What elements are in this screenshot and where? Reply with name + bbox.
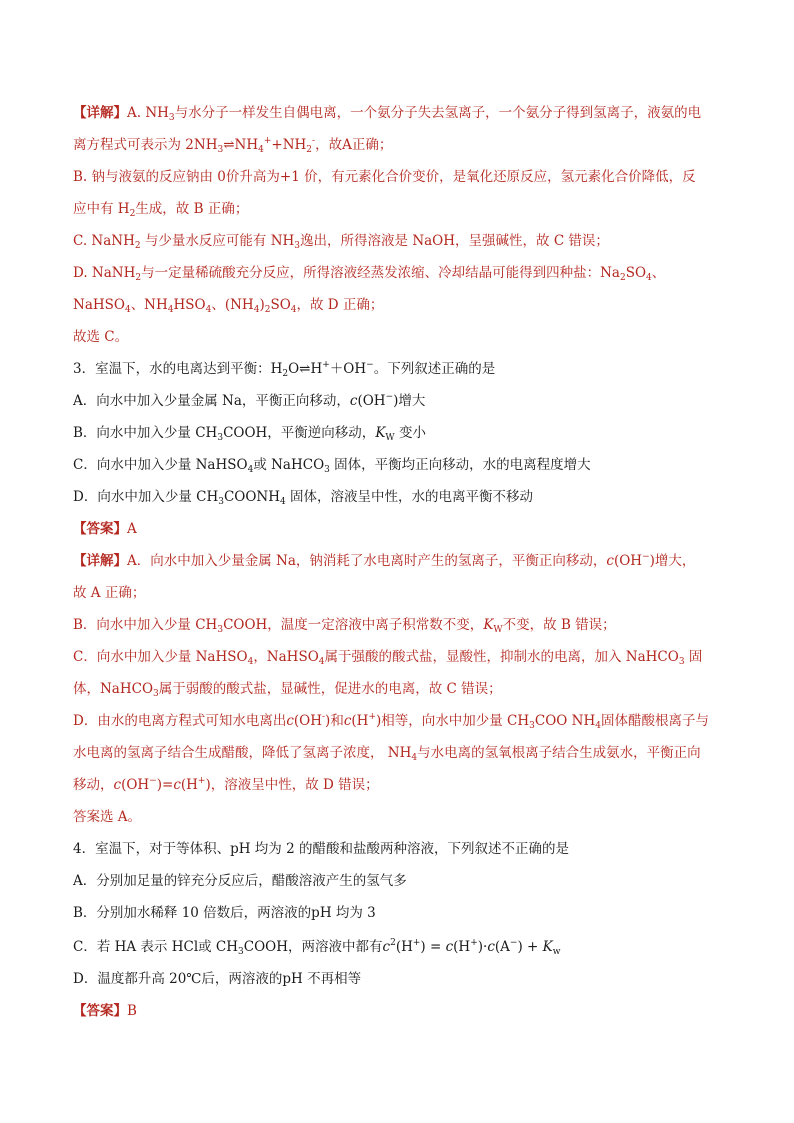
- formula-text: K: [542, 939, 553, 955]
- formula-text: c: [382, 939, 391, 955]
- text: 与少量水反应可能有 NH: [140, 233, 295, 249]
- text: (OH: [293, 713, 322, 729]
- question-4-answer: [73, 1001, 733, 1021]
- question-4-option-d: [73, 969, 733, 989]
- text: 固体醋酸根离子与: [600, 713, 709, 729]
- formula-text: (H: [453, 939, 471, 955]
- formula-text: c: [445, 939, 454, 955]
- text: ，故A正确；: [315, 137, 393, 153]
- answer-value: B: [127, 1003, 137, 1019]
- superscript: −: [149, 776, 157, 786]
- question-3-detail-c-2: [73, 679, 733, 699]
- text: NaHSO: [73, 297, 125, 313]
- text: 故选 C。: [73, 329, 129, 345]
- subscript: W: [493, 625, 503, 635]
- subscript: 4: [247, 465, 254, 475]
- subscript: 3: [678, 657, 685, 667]
- text: A．向水中加入少量金属 Na，平衡正向移动，: [73, 393, 350, 409]
- subscript: 2: [134, 241, 141, 251]
- superscript: +: [263, 136, 272, 146]
- text: )，溶液呈中性，故 D 错误；: [205, 777, 379, 793]
- subscript: W: [385, 433, 395, 443]
- detail-line-4: [73, 199, 733, 219]
- superscript: +: [412, 938, 421, 948]
- text: B. 钠与液氨的反应钠由 0价升高为+1 价，有元素化合价变价，是氧化还原反应，氢元素化合价降低，反: [73, 169, 696, 185]
- subscript: 4: [258, 145, 264, 155]
- text: c: [113, 777, 122, 793]
- question-3-option-d: [73, 487, 733, 507]
- detail-tag: 【详解】: [73, 553, 127, 569]
- text: 属于强酸的酸式盐，显酸性，抑制水的电离，加入 NaHCO: [324, 649, 679, 665]
- text: A．向水中加入少量金属 Na，钠消耗了水电离时产生的氢离子，平衡正向移动，: [127, 553, 607, 569]
- text: ，NaHSO: [253, 649, 319, 665]
- text: c: [343, 713, 352, 729]
- text: 固体，平衡均正向移动，水的电离程度增大: [329, 457, 591, 473]
- subscript: 4: [205, 305, 212, 315]
- subscript: 3: [168, 113, 175, 123]
- subscript: 4: [247, 657, 254, 667]
- subscript: 3: [217, 625, 224, 635]
- question-4-stem: [73, 839, 733, 859]
- text: )增大: [393, 393, 426, 409]
- text: A．分别加足量的锌充分反应后，醋酸溶液产生的氢气多: [73, 873, 407, 889]
- question-3-detail-d-2: [73, 743, 733, 763]
- subscript: 3: [324, 465, 330, 475]
- subscript: 2: [135, 273, 142, 283]
- question-3-detail-a-2: [73, 583, 733, 603]
- detail-line-2: [73, 135, 733, 155]
- question-3-detail-d: [73, 711, 733, 731]
- subscript: 2: [619, 273, 626, 283]
- superscript: -: [312, 136, 316, 146]
- question-3-option-a: [73, 391, 733, 411]
- text: (H: [351, 713, 369, 729]
- text: O⇌H: [288, 361, 323, 377]
- question-3-detail-d-3: [73, 775, 733, 795]
- formula-text: (A: [494, 939, 510, 955]
- subscript: 4: [595, 721, 601, 731]
- text: D. NaNH: [73, 265, 136, 281]
- question-3-final: [73, 807, 733, 827]
- text: 不变，故 B 错误；: [502, 617, 616, 633]
- question-3-detail-c: [73, 647, 733, 667]
- text: 移动，: [73, 777, 114, 793]
- text: COOH，温度一定溶液中离子积常数不变，: [223, 617, 484, 633]
- text: C．向水中加入少量 NaHSO: [73, 457, 248, 473]
- subscript: 4: [167, 305, 174, 315]
- text: 、: [651, 265, 666, 281]
- subscript: 4: [280, 497, 286, 507]
- detail-tag: 【详解】: [73, 105, 127, 121]
- subscript: 3: [529, 721, 535, 731]
- text: COONH: [223, 489, 281, 505]
- text: C．若 HA 表示 HCl或 CH: [73, 939, 239, 955]
- text: B．分别加水稀释 10 倍数后，两溶液的pH 均为 3: [73, 905, 376, 921]
- text: (OH: [357, 393, 386, 409]
- text: B．向水中加入少量 CH: [73, 425, 218, 441]
- answer-tag: 【答案】: [73, 521, 127, 537]
- text: K: [483, 617, 494, 633]
- text: c: [173, 777, 181, 793]
- text: 水电离的氢离子结合生成醋酸，降低了氢离子浓度， NH: [73, 745, 412, 761]
- text: )和: [325, 713, 344, 729]
- subscript: 4: [411, 753, 418, 763]
- superscript: −: [642, 552, 650, 562]
- text: c: [606, 553, 614, 569]
- answer-value: A: [127, 521, 137, 537]
- text: +NH: [271, 137, 307, 153]
- text: c: [349, 393, 358, 409]
- detail-line-1: [73, 103, 733, 123]
- subscript: 4: [253, 305, 260, 315]
- text: 、NH: [130, 297, 168, 313]
- text: ＋OH: [329, 361, 367, 377]
- text: 逸出，所得溶液是 NaOH，呈强碱性，故 C 错误；: [300, 233, 609, 249]
- subscript: 2: [306, 145, 313, 155]
- text: C. NaNH: [73, 233, 135, 249]
- text: (OH: [613, 553, 643, 569]
- text: SO: [625, 265, 647, 281]
- text: 故 A 正确；: [73, 585, 146, 601]
- formula-text: (H: [395, 939, 413, 955]
- question-3-stem: [73, 359, 733, 379]
- text: SO: [270, 297, 291, 313]
- text: )相等，向水中加少量 CH: [375, 713, 530, 729]
- answer-tag: 【答案】: [73, 1003, 127, 1019]
- text: K: [375, 425, 386, 441]
- subscript: 2: [264, 305, 271, 315]
- subscript: 3: [218, 497, 224, 507]
- text: (H: [180, 777, 198, 793]
- text: 变小: [394, 425, 426, 441]
- text: 或 NaHCO: [253, 457, 325, 473]
- detail-line-5: [73, 231, 733, 251]
- text: ，故 D 正确；: [296, 297, 384, 313]
- text: )=: [156, 777, 174, 793]
- text: COOH，两溶液中都有: [243, 939, 383, 955]
- text: 与水分子一样发生自偶电离，一个氨分子失去氢离子，一个氨分子得到氢离子，液氨的电: [174, 105, 702, 121]
- formula-text: c: [487, 939, 495, 955]
- text: 应中有 H: [73, 201, 130, 217]
- superscript: +: [197, 776, 206, 786]
- detail-line-3: [73, 167, 733, 187]
- subscript: 3: [238, 947, 244, 957]
- question-3-option-b: [73, 423, 733, 443]
- text: HSO: [173, 297, 206, 313]
- formula-text: ) +: [517, 939, 543, 955]
- question-4-option-a: [73, 871, 733, 891]
- subscript: 2: [129, 209, 136, 219]
- question-4-option-b: [73, 903, 733, 923]
- text: 、(NH: [211, 297, 254, 313]
- text: 与一定量稀硫酸充分反应，所得溶液经蒸发浓缩、冷却结晶可能得到四种盐：Na: [141, 265, 620, 281]
- text: 离方程式可表示为 2NH: [73, 137, 218, 153]
- text: 体，NaHCO: [73, 681, 154, 697]
- text: C．向水中加入少量 NaHSO: [73, 649, 248, 665]
- superscript: +: [368, 712, 376, 722]
- text: D．由水的电离方程式可知水电离出: [73, 713, 287, 729]
- subscript: 4: [318, 657, 325, 667]
- superscript: −: [509, 938, 518, 948]
- question-3-detail-a: [73, 551, 733, 571]
- question-3-option-c: [73, 455, 733, 475]
- superscript: −: [366, 360, 374, 370]
- text: 答案选 A。: [73, 809, 142, 825]
- text: 属于弱酸的酸式盐，显碱性，促进水的电离，故 C 错误；: [158, 681, 502, 697]
- text: 3．室温下，水的电离达到平衡：H: [73, 361, 283, 377]
- formula-text: )·: [477, 939, 488, 955]
- text: 生成，故 B 正确；: [135, 201, 249, 217]
- text: ): [259, 297, 265, 313]
- superscript: −: [385, 392, 394, 402]
- text: D．温度都升高 20℃后，两溶液的pH 不再相等: [73, 971, 362, 987]
- text: ⇌NH: [223, 137, 259, 153]
- subscript: w: [552, 947, 561, 957]
- superscript: 2: [390, 938, 396, 948]
- formula-text: ) =: [420, 939, 446, 955]
- subscript: 4: [646, 273, 652, 283]
- text: COOH，平衡逆向移动，: [223, 425, 376, 441]
- text: (OH: [121, 777, 150, 793]
- detail-line-6: [73, 263, 733, 283]
- text: 与水电离的氢氧根离子结合生成氨水，平衡正向: [417, 745, 701, 761]
- text: c: [286, 713, 294, 729]
- text: COO NH: [534, 713, 596, 729]
- text: A. NH: [127, 105, 169, 121]
- text: 4．室温下，对于等体积、pH 均为 2 的醋酸和盐酸两种溶液，下列叙述不正确的是: [73, 841, 569, 857]
- subscript: 2: [282, 369, 289, 379]
- question-4-option-c: [73, 937, 733, 957]
- text: )增大，: [649, 553, 696, 569]
- text: B．向水中加入少量 CH: [73, 617, 218, 633]
- subscript: 3: [153, 689, 159, 699]
- subscript: 3: [294, 241, 301, 251]
- text: 固: [684, 649, 703, 665]
- detail-line-7: [73, 295, 733, 315]
- text: 固体，溶液呈中性，水的电离平衡不移动: [285, 489, 534, 505]
- superscript: +: [322, 360, 330, 370]
- subscript: 4: [124, 305, 131, 315]
- subscript: 3: [217, 433, 224, 443]
- subscript: 4: [290, 305, 297, 315]
- detail-line-8: [73, 327, 733, 347]
- text: 。下列叙述正确的是: [373, 361, 496, 377]
- superscript: +: [470, 938, 478, 948]
- subscript: 3: [217, 145, 224, 155]
- text: D．向水中加入少量 CH: [73, 489, 219, 505]
- question-3-detail-b: [73, 615, 733, 635]
- question-3-answer: [73, 519, 733, 539]
- superscript: -: [322, 712, 326, 722]
